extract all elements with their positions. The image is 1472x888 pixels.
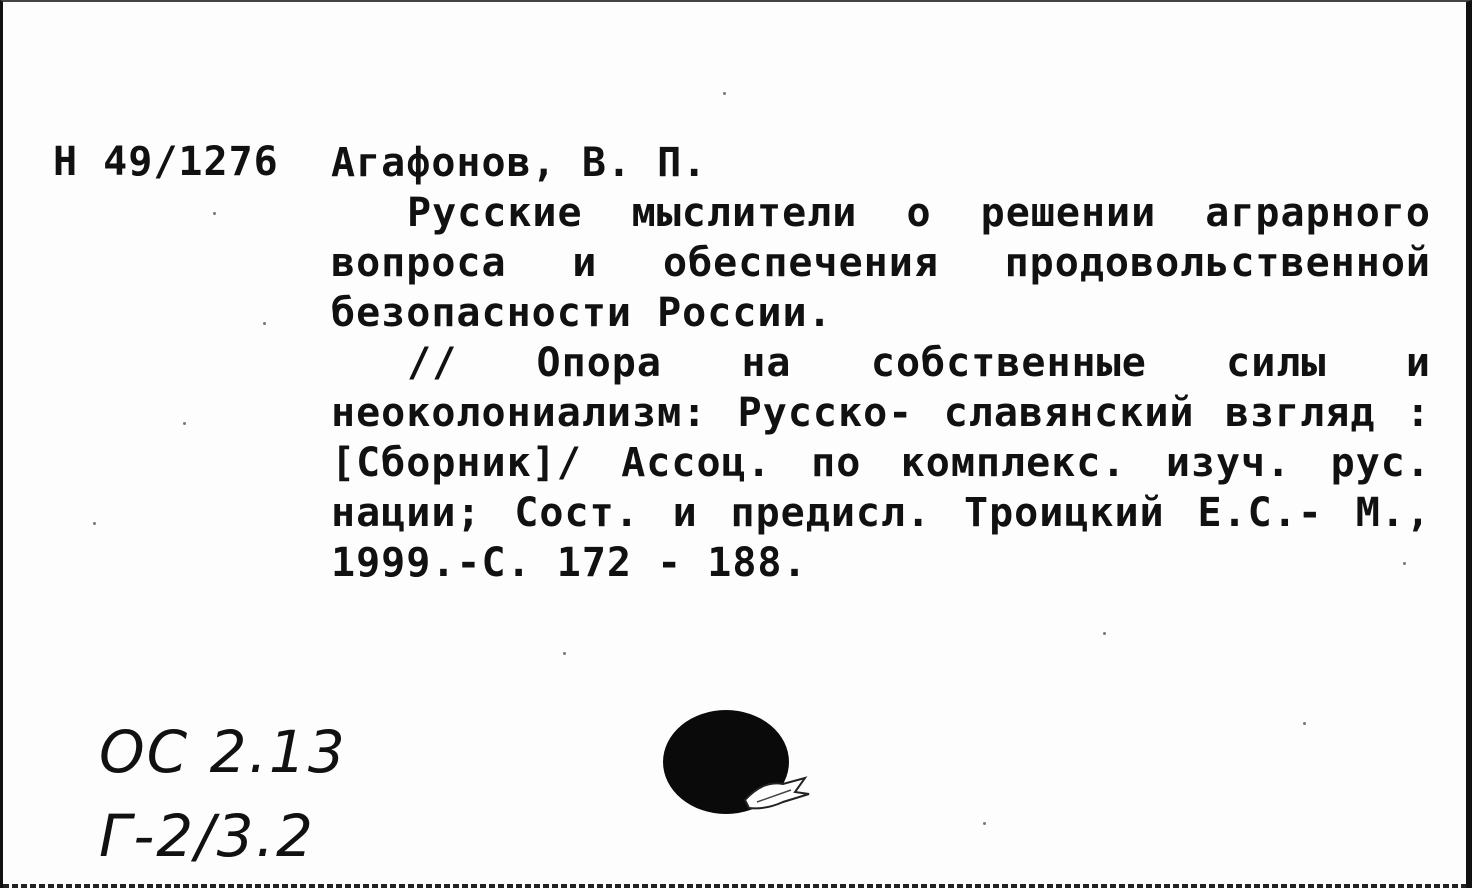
word: и xyxy=(572,240,598,286)
word: Е.С.- xyxy=(1197,490,1323,536)
author-line: Агафонов, В. П. xyxy=(331,140,708,186)
word: Опора xyxy=(536,340,662,386)
word: продовольственной xyxy=(1004,240,1431,286)
word: [Сборник]/ xyxy=(331,440,582,486)
word: и xyxy=(1405,340,1431,386)
word: вопроса xyxy=(331,240,507,286)
paper-speck xyxy=(563,652,566,655)
paper-speck xyxy=(93,522,96,525)
title-line-3: безопасности России. xyxy=(331,290,833,336)
word: собственные xyxy=(870,340,1147,386)
paper-speck xyxy=(183,422,186,425)
word: взгляд xyxy=(1224,390,1376,436)
word: Русско- xyxy=(737,390,914,436)
word: изуч. xyxy=(1165,440,1292,486)
bibliographic-entry xyxy=(331,138,1431,588)
word: М., xyxy=(1355,490,1431,536)
source-line-3 xyxy=(331,438,1431,488)
word: обеспечения xyxy=(663,240,939,286)
paper-speck xyxy=(213,212,216,215)
word: мыслители xyxy=(631,190,858,236)
word: о xyxy=(906,190,932,236)
source-line-1 xyxy=(331,338,1431,388)
card-bottom-edge xyxy=(3,884,1466,888)
word: комплекс. xyxy=(900,440,1127,486)
source-line-4 xyxy=(331,488,1431,538)
paper-speck xyxy=(723,92,726,95)
handwritten-index: Г-2/3.2 xyxy=(99,802,315,870)
paper-speck xyxy=(1403,562,1406,565)
word: решении xyxy=(980,190,1157,236)
word: силы xyxy=(1226,340,1327,386)
title-line-1 xyxy=(331,188,1431,238)
word: Ассоц. xyxy=(621,440,772,486)
word: // xyxy=(407,340,458,386)
word: на xyxy=(741,340,792,386)
source-line-5: 1999.-С. 172 - 188. xyxy=(331,540,808,586)
call-number: Н 49/1276 xyxy=(53,139,279,185)
paper-speck xyxy=(1303,722,1306,725)
word: предисл. xyxy=(730,490,932,536)
paper-speck xyxy=(983,822,986,825)
word: и xyxy=(672,490,698,536)
word: по xyxy=(811,440,862,486)
word: неоколониализм: xyxy=(331,390,708,436)
title-line-2 xyxy=(331,238,1431,288)
word: Русские xyxy=(407,190,583,236)
word: аграрного xyxy=(1205,190,1431,236)
paper-speck xyxy=(263,322,266,325)
paper-speck xyxy=(1103,632,1106,635)
word: рус. xyxy=(1330,440,1431,486)
word: нации; xyxy=(331,490,482,536)
handwritten-shelf-mark: ОС 2.13 xyxy=(99,718,347,786)
source-line-2 xyxy=(331,388,1431,438)
word: славянский xyxy=(943,390,1195,436)
word: Троицкий xyxy=(963,490,1165,536)
torn-paper-icon xyxy=(743,770,813,814)
word: : xyxy=(1405,390,1431,436)
word: Сост. xyxy=(514,490,640,536)
